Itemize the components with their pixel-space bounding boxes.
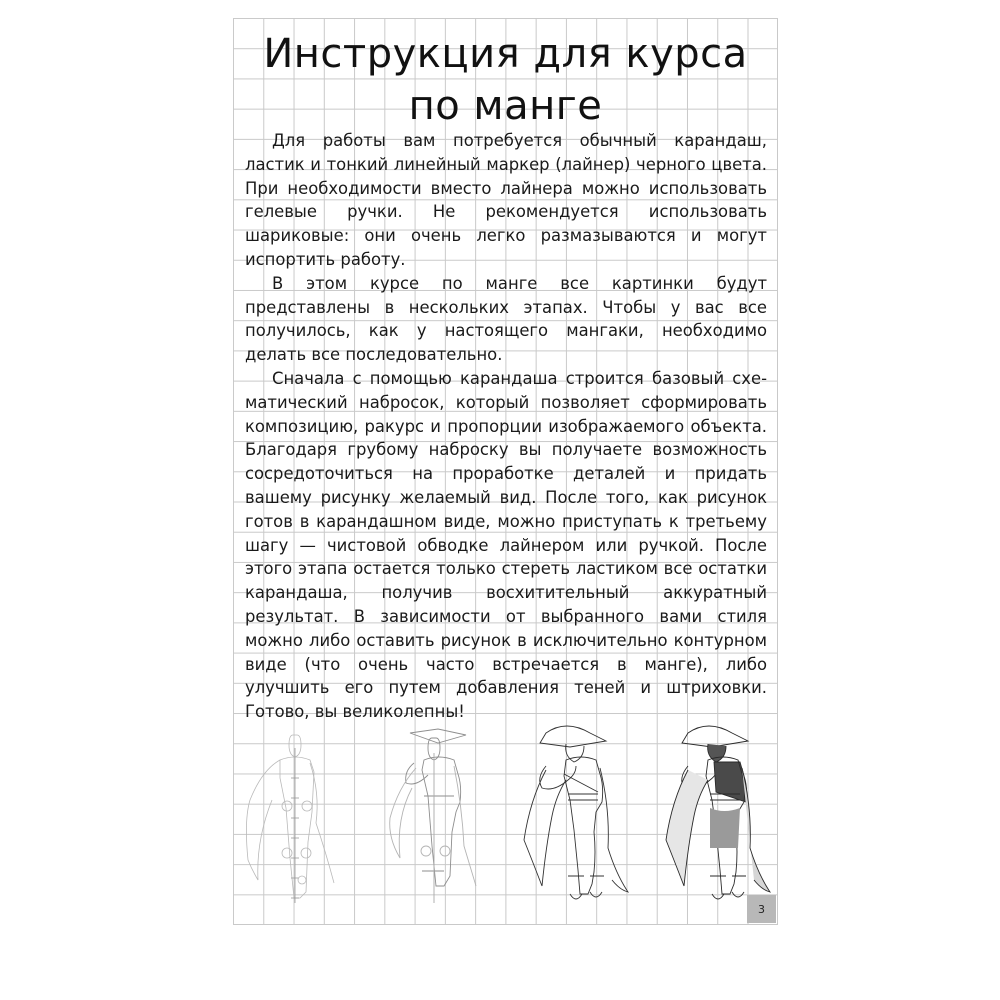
figure-stage-2-pencil-icon xyxy=(374,708,494,923)
book-page xyxy=(233,18,778,925)
page-number: 3 xyxy=(747,895,776,923)
body-text xyxy=(245,129,767,724)
page-title: Инструкция для курса по манге xyxy=(263,31,748,129)
figure-stage-4-shaded-icon xyxy=(658,708,778,923)
figure-stage-3-ink-icon xyxy=(516,708,636,923)
paragraph-stages: В этом курсе по манге все картинки будут представлены в нескольких этапах. Чтобы у вас все получилось, как у настоящего мангаки, необходимо делать все последовательно. xyxy=(245,273,767,365)
figure-stage-1-sketch-icon xyxy=(235,708,355,923)
drawing-stages xyxy=(233,708,778,923)
paragraph-process: Сначала с помощью карандаша строится базовый схематический набросок, который позволяет сформировать композицию, ракурс и пропорции изображаемого объекта. Благодаря грубому наброску вы получаете возможность сосредоточиться на проработке деталей и придать вашему рисунку желаемый вид. После того, как рисунок готов в карандашном виде, можно приступать к третьему шагу — чистовой обводке лайнером или ручкой. После этого этапа остается только стереть ластиком все остатки карандаша, получив восхитительный аккуратный результат. В зависимости от выбранного вами стиля можно либо оставить рисунок в исключительно контурном виде (что очень часто встречается в манге), либо улучшить его путем добавления теней и штриховки. Готово, вы великолепны! xyxy=(245,368,767,722)
paragraph-materials: Для работы вам потребуется обычный карандаш, ластик и тонкий линейный маркер (лайнер) черного цвета. При необходимости вместо лайнера можно использовать гелевые ручки. Не рекомендуется использовать шариковые: они очень легко размазываются и могут испортить работу. xyxy=(245,131,767,269)
